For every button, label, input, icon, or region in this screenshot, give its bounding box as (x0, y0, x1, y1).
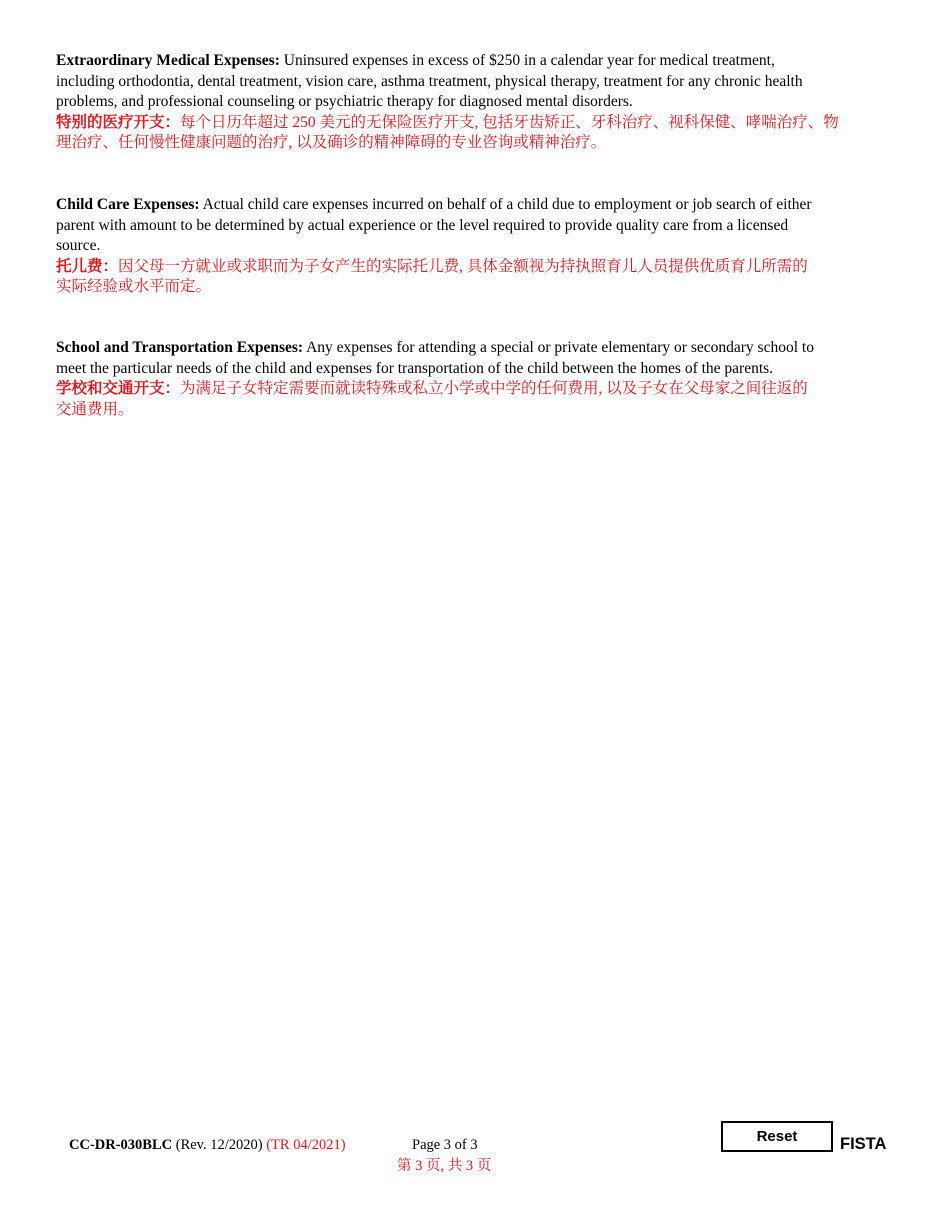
term-heading-zh: 托儿费： (56, 257, 119, 275)
term-heading: Extraordinary Medical Expenses: (56, 52, 280, 69)
page-number-zh: 第 3 页, 共 3 页 (397, 1158, 492, 1174)
section-school-transportation: School and Transportation Expenses: Any expenses for attending a special or private elementary or secondary school to meet the particular needs of the child and expenses for transportation of the child between the homes of the parents. 学校和交通开支：为满足子女特定需要而就读特殊或私立小学或中学的任何费用, 以及子女在父母家之间往返的 交通费用。 (56, 339, 814, 418)
reset-button[interactable]: Reset (721, 1121, 833, 1152)
term-heading-zh: 学校和交通开支： (56, 380, 181, 397)
section-child-care: Child Care Expenses: Actual child care expenses incurred on behalf of a child due to employment or job search of either parent with amount to be determined by actual experience or the level required to provide quality care from a licensed source. 托儿费：因父母一方就业或求职而为子女产生的实际托儿费, 具体金额视为持执照育儿人员提供优质育儿所需的 实际经验或水平而定。 (56, 196, 812, 295)
term-heading: School and Transportation Expenses: (56, 339, 304, 356)
term-heading: Child Care Expenses: (56, 196, 200, 213)
translation-revision: (TR 04/2021) (266, 1137, 346, 1153)
fista-label: FISTA (840, 1135, 887, 1153)
term-heading-zh: 特别的医疗开支： (56, 113, 181, 131)
form-id-footer (69, 1137, 346, 1154)
section-extraordinary-medical: Extraordinary Medical Expenses: Uninsured expenses in excess of $250 in a calendar year for medical treatment, including orthodontia, dental treatment, vision care, asthma treatment, physical therapy, treatment for any chronic health problems, and professional counseling or psychiatric therapy for diagnosed mental disorders. 特别的医疗开支：每个日历年超过 250 美元的无保险医疗开支, 包括牙齿矫正、牙科治疗、视科保健、哮喘治疗、物 理治疗、任何慢性健康问题的治疗, 以及确诊的精神障碍的专业咨询或精神治疗。 (56, 52, 839, 151)
form-id: CC-DR-030BLC (69, 1137, 173, 1153)
page-number: Page 3 of 3 (412, 1137, 478, 1153)
revision: (Rev. 12/2020) (172, 1137, 267, 1153)
